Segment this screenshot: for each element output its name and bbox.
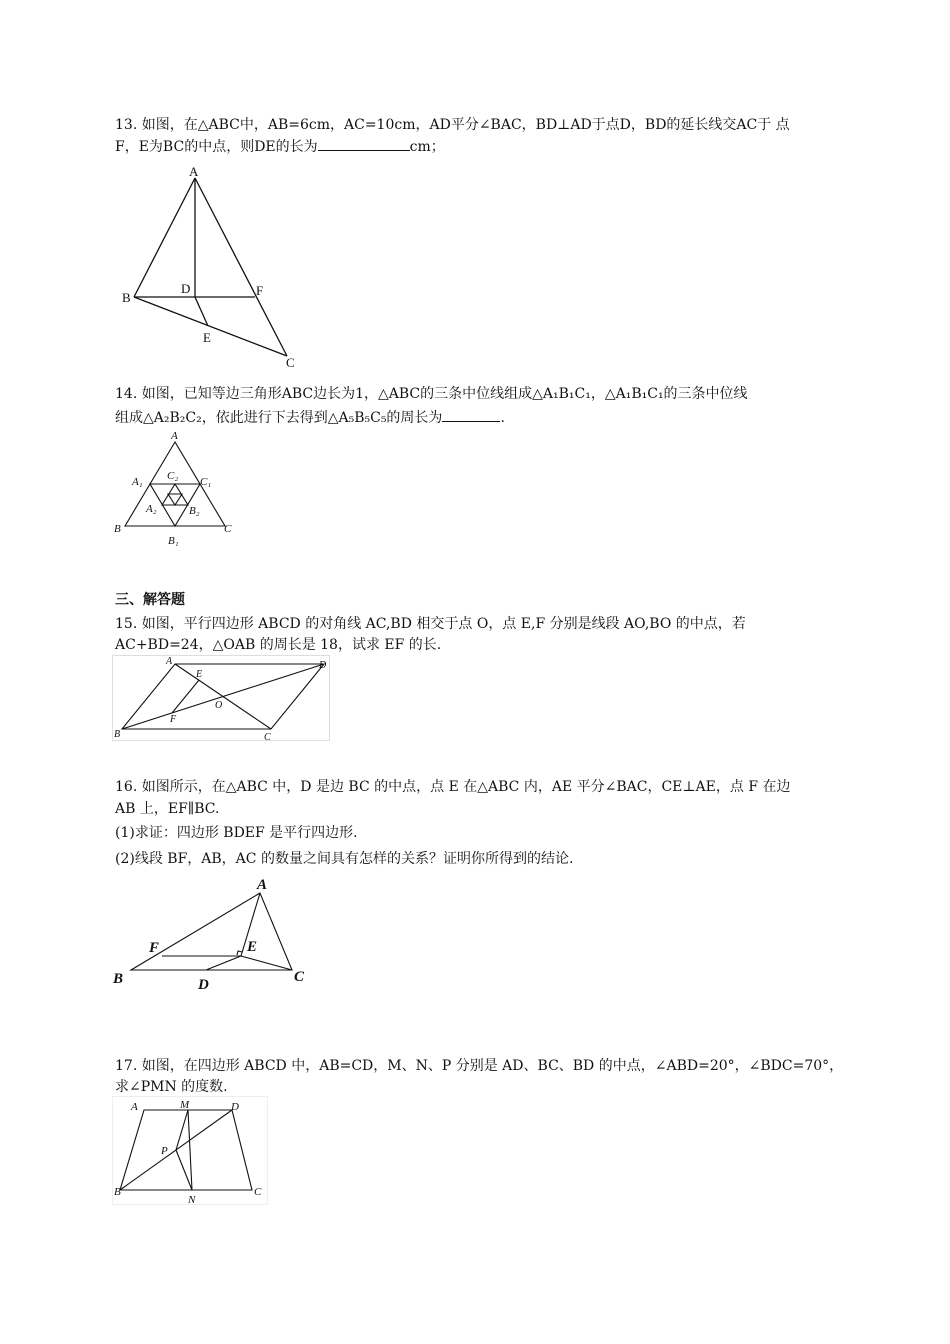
q15-label-E: E [196, 669, 203, 680]
q13-label-F: F [256, 283, 264, 298]
q14-label-C2: C₂ [167, 470, 179, 482]
q13-label-D: D [181, 281, 191, 296]
q15-label-C: C [264, 732, 271, 741]
q13-label-E: E [203, 330, 211, 345]
q14-label-B: B [114, 523, 121, 535]
q13-triangle-figure [110, 160, 310, 370]
q14-label-A2: A₂ [146, 503, 157, 515]
q17-label-N: N [188, 1194, 196, 1206]
q13-label-A: A [189, 164, 199, 179]
q15-label-O: O [215, 700, 223, 711]
q14-nested-triangles-figure [110, 428, 250, 550]
q14-label-A1: A₁ [132, 476, 143, 488]
section-heading-answers: 三、解答题 [115, 592, 185, 608]
q16-label-B: B [113, 971, 124, 987]
q14-text-line1: 14. 如图，已知等边三角形ABC边长为1，△ABC的三条中位线组成△A₁B₁C₁，△A₁B₁C₁的三条中位线 [115, 386, 748, 402]
q17-label-D: D [231, 1101, 239, 1113]
q14-text-line2-start: 组成△A₂B₂C₂，依此进行下去得到△A₅B₅C₅的周长为 [115, 410, 443, 426]
q14-label-B2: B₂ [189, 505, 200, 517]
q14-text-line2-end: . [500, 410, 505, 426]
q16-text-line1: 16. 如图所示，在△ABC 中，D 是边 BC 的中点，点 E 在△ABC 内，AE 平分∠BAC，CE⊥AE，点 F 在边 [115, 779, 791, 795]
q16-label-F: F [149, 940, 160, 956]
q14-text-line2 [115, 408, 505, 427]
q14-label-A: A [171, 430, 178, 442]
q16-part2: (2)线段 BF，AB，AC 的数量之间具有怎样的关系？证明你所得到的结论. [115, 851, 574, 867]
q13-text-line2-end: cm； [409, 139, 445, 155]
q15-label-B: B [114, 729, 121, 740]
q13-label-B: B [122, 290, 131, 305]
q15-parallelogram-figure [112, 655, 330, 741]
q13-text-line2 [115, 137, 445, 156]
q15-label-F: F [170, 714, 177, 725]
q13-answer-blank[interactable] [318, 137, 410, 151]
q14-label-C1: C₁ [200, 476, 212, 488]
q13-text-line1: 13. 如图，在△ABC中，AB=6cm，AC=10cm，AD平分∠BAC，BD⊥AD于点D，BD的延长线交AC于 点 [115, 117, 790, 133]
q15-label-D: D [319, 660, 327, 671]
q17-label-P: P [161, 1145, 168, 1157]
q15-label-A: A [166, 656, 173, 667]
q14-label-C: C [224, 523, 232, 535]
q16-triangle-figure [110, 872, 330, 994]
q15-text-line1: 15. 如图，平行四边形 ABCD 的对角线 AC,BD 相交于点 O，点 E,F 分别是线段 AO,BO 的中点，若 [115, 616, 746, 632]
q17-label-M: M [180, 1099, 190, 1111]
q14-label-B1: B₁ [168, 535, 179, 547]
q16-label-E: E [247, 939, 258, 955]
q17-quadrilateral-figure [112, 1096, 268, 1206]
q17-label-C: C [254, 1186, 262, 1198]
q16-label-D: D [198, 977, 209, 993]
q17-label-A: A [131, 1101, 138, 1113]
q15-text-line2: AC+BD=24，△OAB 的周长是 18，试求 EF 的长. [115, 637, 442, 653]
q17-text-line2: 求∠PMN 的度数. [115, 1079, 228, 1095]
q16-label-C: C [294, 969, 305, 985]
q13-text-line2-start: F，E为BC的中点，则DE的长为 [115, 139, 318, 155]
q17-label-B: B [114, 1186, 121, 1198]
q16-text-line2: AB 上，EF∥BC. [115, 801, 220, 817]
q13-label-C: C [286, 355, 295, 370]
q16-label-A: A [257, 877, 268, 893]
q17-text-line1: 17. 如图，在四边形 ABCD 中，AB=CD，M、N、P 分别是 AD、BC、BD 的中点，∠ABD=20°，∠BDC=70°， [115, 1058, 844, 1074]
q16-part1: (1)求证：四边形 BDEF 是平行四边形. [115, 825, 358, 841]
q14-answer-blank[interactable] [442, 408, 500, 422]
